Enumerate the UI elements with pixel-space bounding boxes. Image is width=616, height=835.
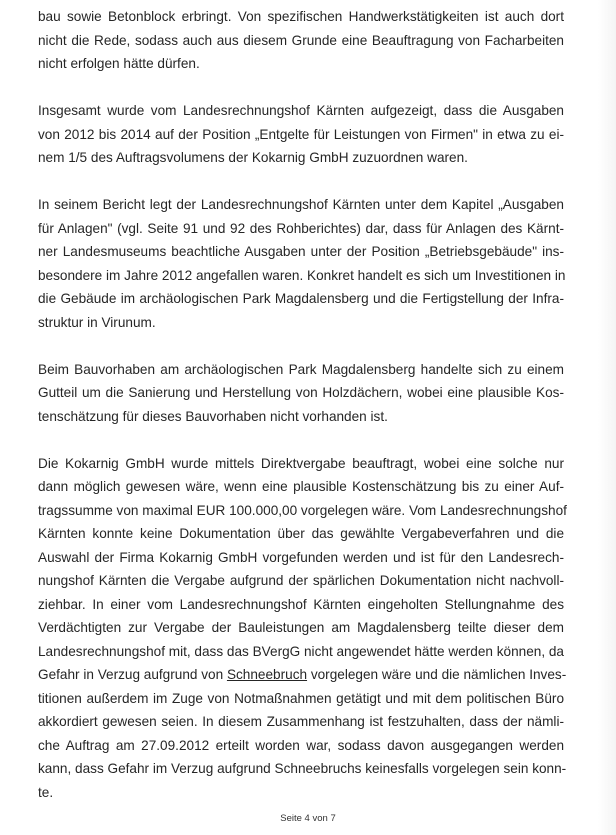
text-line: struktur in Virunum. <box>38 314 156 330</box>
text-line: ziehbar. In einer vom Landesrechnungshof Kärnten eingeholten Stellungnahme des <box>38 596 564 612</box>
text-line: Die Kokarnig GmbH wurde mittels Direktvergabe beauftragt, wobei eine solche nur <box>38 455 564 471</box>
text-line: Landesrechnungshof mit, dass das BVergG nicht angewendet hätte werden können, da <box>38 643 564 659</box>
text-line: tragssumme von maximal EUR 100.000,00 vorgelegen wäre. Vom Landesrechnungshof <box>38 502 567 518</box>
underlined-term-schneebruch: Schneebruch <box>226 667 308 682</box>
paragraph-direktvergabe <box>38 452 567 805</box>
text-line: nem 1/5 des Auftragsvolumens der Kokarnig GmbH zuzuordnen waren. <box>38 150 468 165</box>
paragraph-bauvorhaben <box>38 358 564 429</box>
text-line: Auswahl der Firma Kokarnig GmbH vorgefunden werden und ist für den Landesrech- <box>38 549 564 565</box>
text-line: Beim Bauvorhaben am archäologischen Park Magdalensberg handelte sich zu einem <box>38 361 564 377</box>
text-line: für Anlagen" (vgl. Seite 91 und 92 des Rohberichtes) dar, dass für Anlagen des Kärnt- <box>38 220 564 236</box>
text-line: nicht erfolgen hätte dürfen. <box>38 56 200 71</box>
text-line: che Auftrag am 27.09.2012 erteilt worden war, sodass davon ausgegangen werden <box>38 737 564 753</box>
text-line: tenschätzung für dieses Bauvorhaben nicht vorhanden ist. <box>38 408 388 424</box>
text-line: kann, dass Gefahr im Verzug aufgrund Schneebruchs keinesfalls vorgelegen sein konn- <box>38 761 567 776</box>
paragraph-handwerk <box>38 5 564 76</box>
text-line: akkordiert gewesen seien. In diesem Zusammenhang ist festzuhalten, dass der nämli- <box>38 714 564 729</box>
text-line: te. <box>38 784 54 800</box>
text-line: bau sowie Betonblock erbringt. Von spezifischen Handwerkstätigkeiten ist auch dort <box>38 9 564 24</box>
page-edge-shadow <box>598 0 616 835</box>
text-line: nungshof Kärnten die Vergabe aufgrund der spärlichen Dokumentation nicht nachvoll- <box>38 573 564 588</box>
text-line: nicht die Rede, sodass auch aus diesem Grunde eine Beauftragung von Facharbeiten <box>38 32 564 48</box>
text-line: von 2012 bis 2014 auf der Position „Entgelte für Leistungen von Firmen" in etwa zu ei- <box>38 126 564 142</box>
text-line: In seinem Bericht legt der Landesrechnungshof Kärnten unter dem Kapitel „Ausgaben <box>38 197 564 212</box>
text-line: Insgesamt wurde vom Landesrechnungshof Kärnten aufgezeigt, dass die Ausgaben <box>38 103 564 118</box>
text-line: Kärnten konnte keine Dokumentation über das gewählte Vergabeverfahren und die <box>38 526 564 541</box>
document-body <box>38 5 567 828</box>
text-line: ner Landesmuseums beachtliche Ausgaben unter der Position „Betriebsgebäude" ins- <box>38 244 564 259</box>
text-segment: Gefahr in Verzug aufgrund von <box>38 667 227 682</box>
text-segment: vorgelegen wäre und die nämlichen Inves- <box>307 667 567 682</box>
text-line: Gutteil um die Sanierung und Herstellung von Holzdächern, wobei eine plausible Kos- <box>38 385 564 400</box>
paragraph-anlagen <box>38 193 564 334</box>
text-line: Verdächtigten zur Vergabe der Bauleistungen am Magdalensberg teilte dieser dem <box>38 620 564 635</box>
text-line: titionen außerdem im Zuge von Notmaßnahmen getätigt und mit dem politischen Büro <box>38 690 564 706</box>
text-line: besondere im Jahre 2012 angefallen waren. Konkret handelt es sich um Investitionen in <box>38 267 566 283</box>
text-line: die Gebäude im archäologischen Park Magdalensberg und die Fertigstellung der Infra- <box>38 291 564 306</box>
text-line: dann möglich gewesen wäre, wenn eine plausible Kostenschätzung bis zu einer Auf- <box>38 479 564 494</box>
page-number: Seite 4 von 7 <box>280 813 336 824</box>
paragraph-ausgaben <box>38 99 564 170</box>
text-line-with-underline <box>38 663 567 687</box>
